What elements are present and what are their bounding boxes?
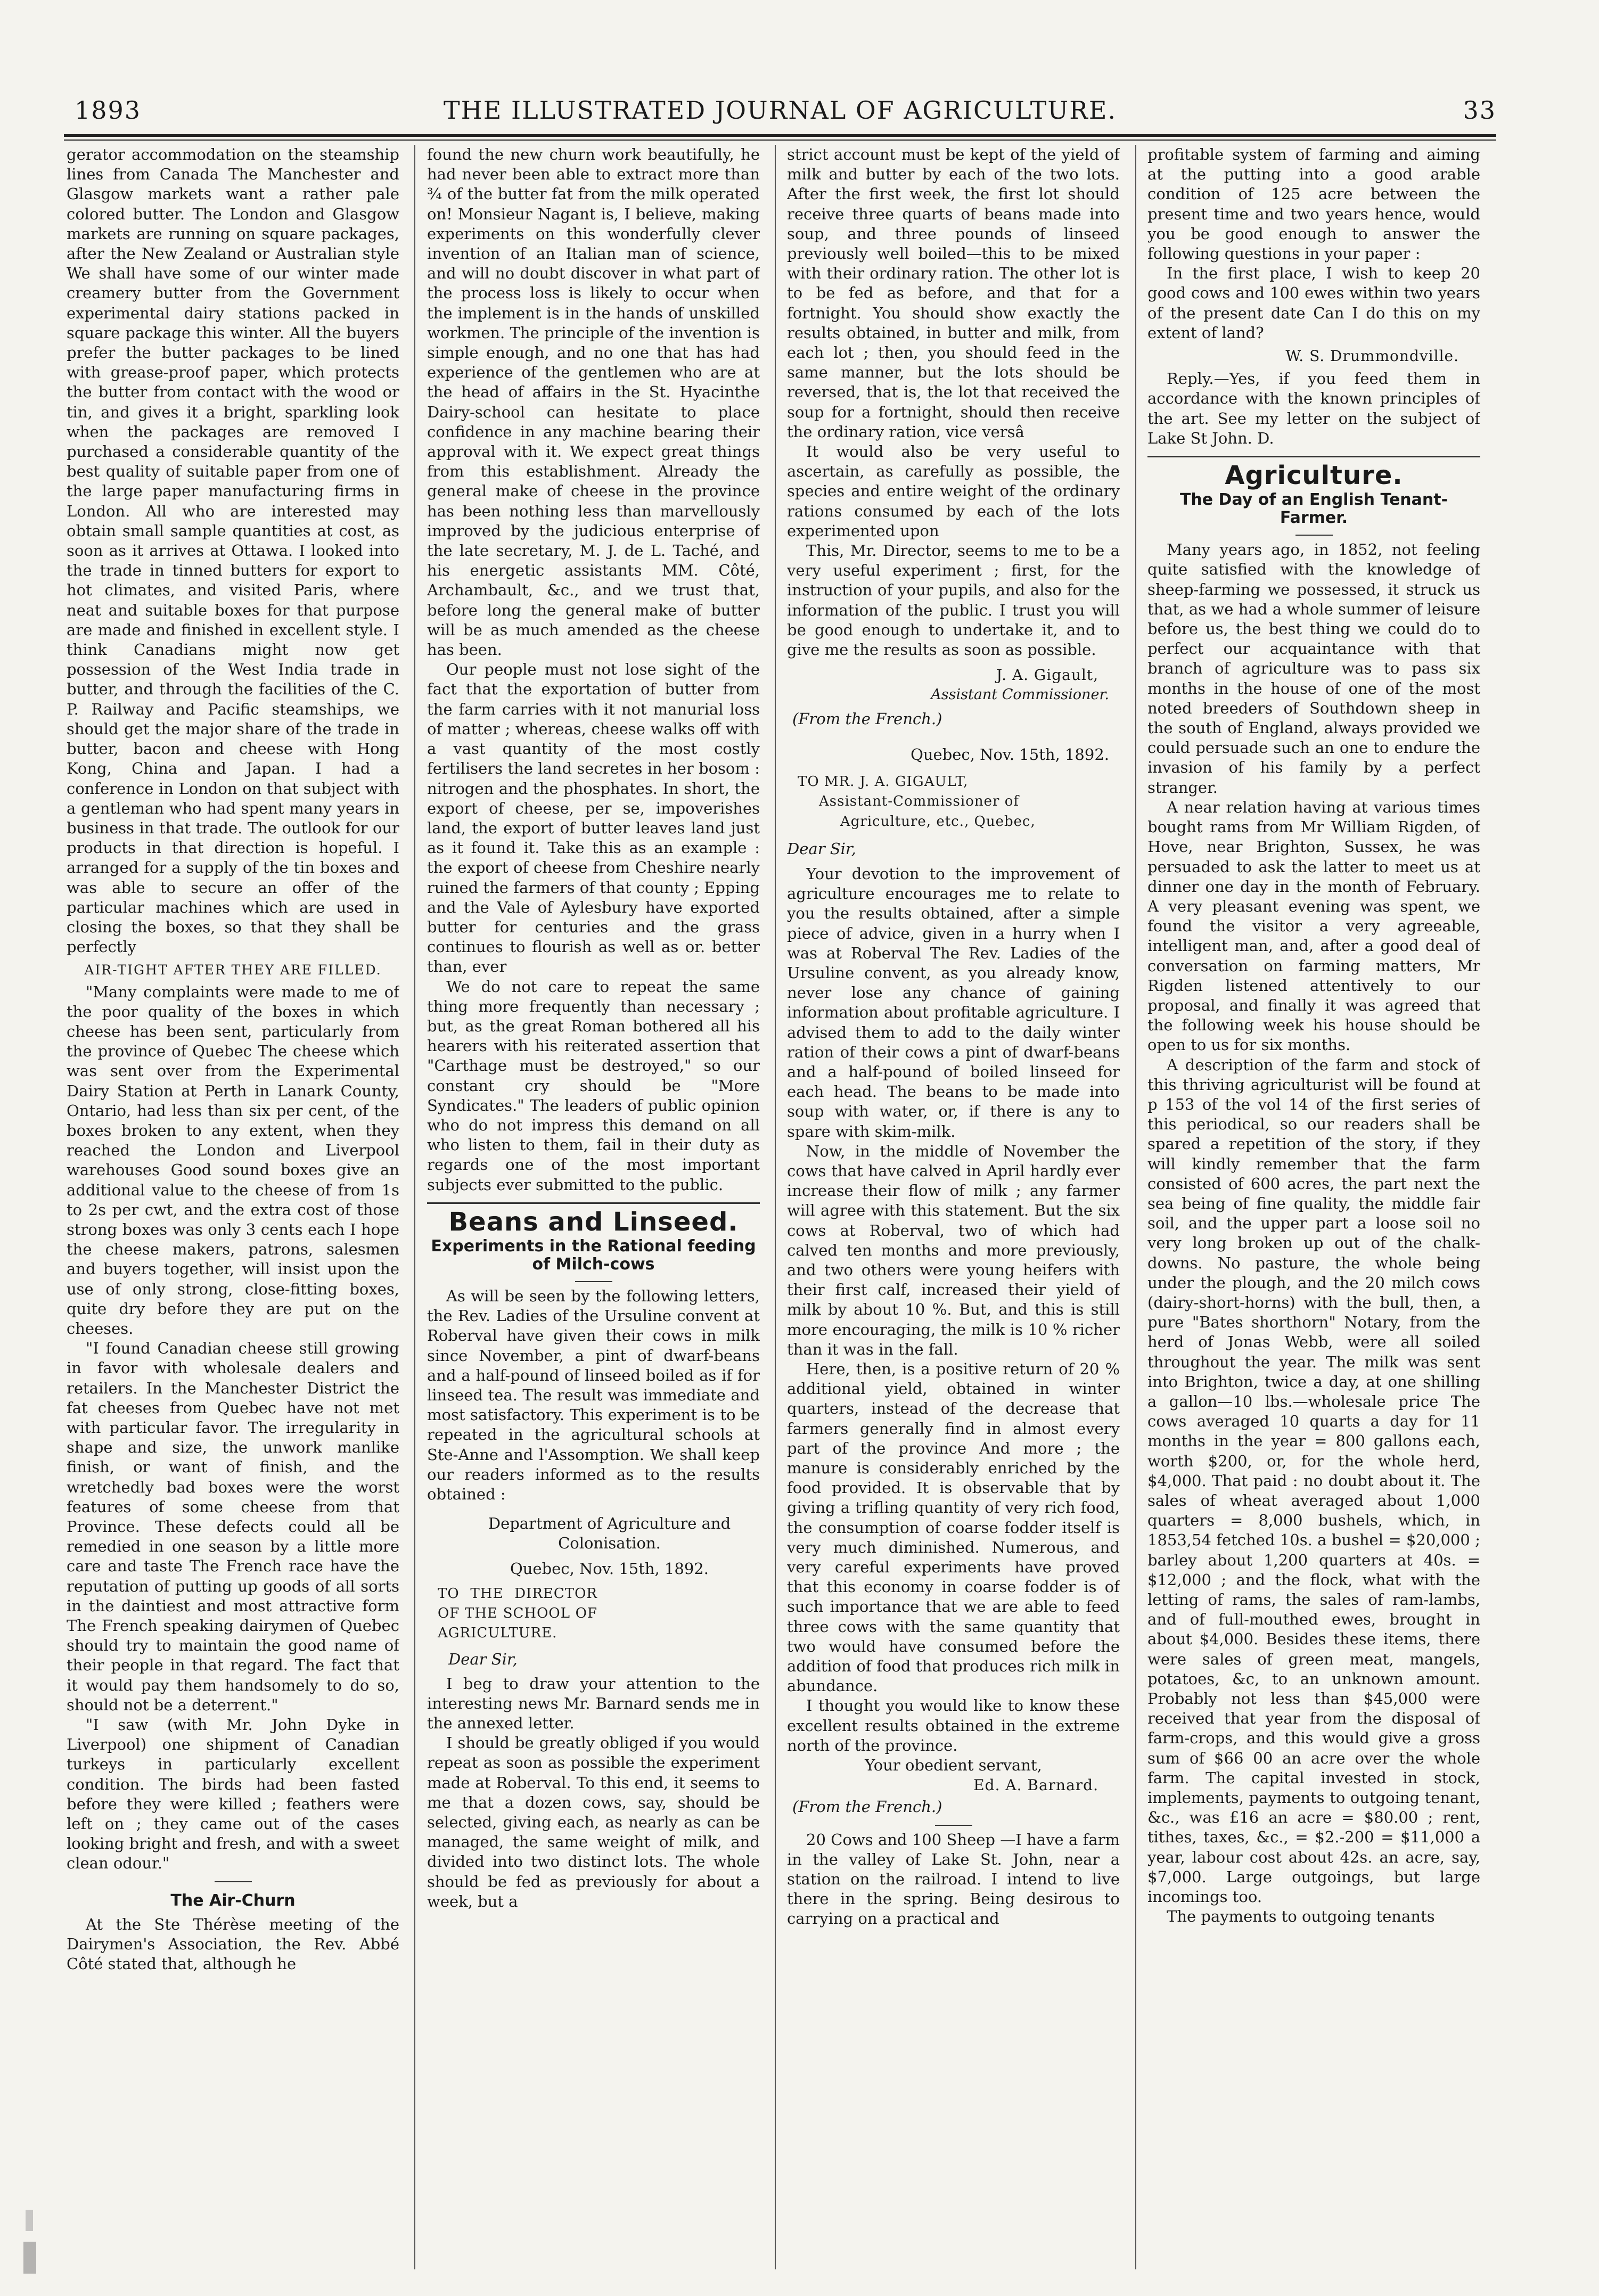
masthead-rule (64, 134, 1496, 137)
paragraph: In the first place, I wish to keep 20 good cows and 100 ewes within two years of the present date Can I do this on my extent of land? (1147, 264, 1480, 342)
paragraph: I thought you would like to know these excellent results obtained in the extreme north of the province. (787, 1696, 1120, 1754)
paragraph: strict account must be kept of the yield of milk and butter by each of the two lots. After the first week, the first lot should receive three quarts of beans made into soup, and three pounds of linseed previously well boiled—this to be mixed with their ordinary ration. The other lot is to be fed as before, and that for a fortnight. You should show exactly the results obtained, in butter and milk, from each lot ; then, you should feed in the same manner, but the lots should be reversed, that is, the lot that received the soup for a fortnight, should then receive the ordinary ration, vice versâ (787, 145, 1120, 441)
paragraph: found the new churn work beautifully, he had never been able to extract more than ¾ of the butter fat from the milk operated on! Monsieur Nagant is, I believe, making experiments on this wonderfully clever invention of an Italian man of science, and will no doubt discover in what part of the process loss is likely to occur when the implement is in the hands of unskilled workmen. The principle of the invention is simple enough, and no one that has had experience of the gentlemen who are at the head of affairs in the St. Hyacinthe Dairy-school can hesitate to place confidence in any machine bearing their approval with it. We expect great things from this establishment. Already the general make of cheese in the province has been nothing less than marvellously improved by the judicious enterprise of the late secretary, M. J. de L. Taché, and his energetic assistants MM. Côté, Archambault, &c., and we trust that, before long the general make of butter will be as much amended as the cheese has been. (427, 145, 760, 659)
letter-date: Quebec, Nov. 15th, 1892. (510, 1559, 709, 1578)
article-subheading: The Day of an English Tenant-Farmer. (1179, 490, 1448, 528)
letter-signature: Ed. A. Barnard. (973, 1776, 1098, 1794)
letter-heading: Department of Agriculture and Colonisation. (488, 1514, 731, 1553)
divider (1295, 535, 1333, 536)
letter-address: TO MR. J. A. GIGAULT, (798, 774, 969, 790)
source-note: (From the French.) (792, 1798, 942, 1816)
column-divider (775, 145, 776, 2269)
page-number: 33 (1463, 96, 1496, 125)
divider (1147, 456, 1480, 457)
masthead-title: THE ILLUSTRATED JOURNAL OF AGRICULTURE. (443, 96, 1117, 125)
paragraph: "I found Canadian cheese still growing in favor with wholesale dealers and retailers. In the Manchester District the fat cheeses from Quebec have not met with particular favor. The irregularity in shape and size, the unwork manlike finish, or want of finish, and the wretchedly bad boxes were the worst features of some cheese from that Province. These defects could all be remedied in one season by a little more care and taste The French race have the reputation of putting up goods of all sorts in the daintiest and most attractive form The French speaking dairymen of Quebec should try to maintain the good name of their people in that regard. The fact that it would pay them handsomely to do so, should not be a deterrent." (67, 1339, 399, 1714)
article-heading: Beans and Linseed. (448, 1207, 739, 1237)
paragraph: We do not care to repeat the same thing more frequently than necessary ; but, as the great Roman bothered all his hearers with his reiterated assertion that "Carthage must be destroyed," so our constant cry should be "More Syndicates." The leaders of public opinion who do not impress this demand on all who listen to them, fail in their duty as regards one of the most important subjects ever submitted to the public. (427, 977, 760, 1194)
paragraph: As will be seen by the following letters, the Rev. Ladies of the Ursuline convent at Roberval have given their cows in milk since November, a pint of dwarf-beans and a half-pound of linseed boiled as if for linseed tea. The result was immediate and most satisfactory. This experiment is to be repeated in the agricultural schools at Ste-Anne and l'Assomption. We shall keep our readers informed as to the results obtained : (427, 1286, 760, 1503)
letter-signature: W. S. Drummondville. (1285, 347, 1459, 365)
paragraph: It would also be very useful to ascertain, as carefully as possible, the species and entire weight of the ordinary rations consumed by each of the lots experimented upon (787, 442, 1120, 540)
paragraph: This, Mr. Director, seems to me to be a very useful experiment ; first, for the instruction of your pupils, and also for the information of the public. I trust you will be good enough to undertake it, and to give me the results as soon as possible. (787, 542, 1120, 659)
letter-closing: Your obedient servant, (865, 1756, 1042, 1775)
paragraph: I beg to draw your attention to the interesting news Mr. Barnard sends me in the annexed letter. (427, 1674, 760, 1733)
letter-signature: J. A. Gigault, (996, 666, 1098, 684)
paragraph: The payments to outgoing tenants (1167, 1907, 1435, 1926)
column-1 (67, 145, 399, 2269)
paragraph: A description of the farm and stock of this thriving agriculturist will be found at p 153 of the vol 14 of the first series of this periodical, so our readers shall be spared a repetition of the story, if they will kindly remember that the farm consisted of 600 acres, the part next the sea being of fine quality, the middle fair soil, and the upper part a loose soil no very long broken up out of the chalk-downs. No pasture, the whole being under the plough, and the 20 milch cows (dairy-short-horns) with the bull, then, a pure "Bates shorthorn" Notary, from the herd of Jonas Webb, were all soiled throughout the year. The milk was sent into Brighton, twice a day, at one shilling a gallon—10 lbs.—wholesale price The cows averaged 10 quarts a day for 11 months in the year = 800 gallons each, worth $200, or, for the whole herd, $4,000. That paid : no doubt about it. The sales of wheat averaged about 1,000 quarters = 8,000 bushels, which, in 1853,54 fetched 10s. a bushel = $20,000 ; barley about 1,200 quarters at 40s. = $12,000 ; and the flock, what with the letting of rams, the sales of ram-lambs, and of full-mouthed ewes, brought in about $4,000. Besides these items, there were sales of green meat, mangels, potatoes, &c, to an unknown amount. Probably not less than $45,000 were received that year from the disposal of farm-crops, and this would give a gross sum of $66 00 an acre over the whole farm. The capital invested in stock, implements, payments to outgoing tenant, &c., was £16 an acre = $80.00 ; rent, tithes, taxes, &c., = $2.-200 = $11,000 a year, labour cost about 42s. an acre, say, $7,000. Large outgoings, but large incomings too. (1147, 1055, 1480, 1906)
letter-address: Agriculture, etc., Quebec, (840, 813, 1036, 830)
section-heading: Agriculture. (1225, 461, 1403, 491)
signature-title: Assistant Commissioner. (931, 686, 1109, 703)
column-divider (414, 145, 415, 2269)
paragraph: 20 Cows and 100 Sheep —I have a farm in the valley of Lake St. John, near a station on the railroad. I intend to live there in the spring. Being desirous to carrying on a practical and (787, 1830, 1120, 1928)
library-stamp-icon (19, 2125, 40, 2284)
paragraph: At the Ste Thérèse meeting of the Dairymen's Association, the Rev. Abbé Côté stated that, although he (67, 1915, 399, 1973)
source-note: (From the French.) (792, 709, 942, 728)
paragraph: profitable system of farming and aiming at the putting into a good arable condition of 125 acre between the present time and two years hence, would you be good enough to answer the following questions in your paper : (1147, 145, 1480, 263)
column-3 (787, 145, 1120, 2269)
letter-address: TO THE DIRECTOR OF THE SCHOOL OF AGRICULTURE. (438, 1585, 597, 1642)
paragraph: A near relation having at various times bought rams from Mr William Rigden, of Hove, near Brighton, Sussex, he was persuaded to ask the latter to meet us at dinner one day in the month of February. A very pleasant evening was spent, we found the visitor a very agreeable, intelligent man, and, after a good deal of conversation on farming matters, Mr Rigden listened attentively to our proposal, and finally it was agreed that the following week his house should be open to us for six months. (1147, 798, 1480, 1054)
column-2 (427, 145, 760, 2269)
masthead-year: 1893 (75, 96, 142, 125)
divider (935, 1825, 972, 1826)
paragraph: Reply.—Yes, if you feed them in accordance with the known principles of the art. See my letter on the subject of Lake St John. D. (1147, 370, 1480, 447)
section-subheading: AIR-TIGHT AFTER THEY ARE FILLED. (84, 962, 382, 978)
paragraph: I should be greatly obliged if you would repeat as soon as possible the experiment made at Roberval. To this end, it seems to me that a dozen cows, say, should be selected, giving each, as nearly as can be managed, the same weight of milk, and divided into two distinct lots. The whole should be fed as previously for about a week, but a (427, 1734, 760, 1910)
paragraph: Here, then, is a positive return of 20 % additional yield, obtained in winter quarters, instead of the decrease that farmers generally find in almost every part of the province And more ; the manure is considerably enriched by the food provided. It is observable that by giving a trifling quantity of very rich food, the consumption of coarse fodder itself is very much diminished. Numerous, and very careful experiments have proved that this economy in coarse fodder is of such importance that we are able to feed three cows with the same quantity that two would have consumed before the addition of food that produces rich milk in abundance. (787, 1359, 1120, 1695)
article-heading: The Air-Churn (170, 1891, 296, 1910)
paragraph: "Many complaints were made to me of the poor quality of the boxes in which cheese has been sent, particularly from the province of Quebec The cheese which was sent over from the Experimental Dairy Station at Perth in Lanark County, Ontario, had less than six per cent, of the boxes broken to any extent, when they reached the London and Liverpool warehouses Good sound boxes give an additional value to the cheese of from 1s to 2s per cwt, and the extra cost of those strong boxes was only 3 cents each I hope the cheese makers, patrons, salesmen and buyers together, will insist upon the use of only strong, close-fitting boxes, quite dry before they are put on the cheeses. (67, 982, 399, 1338)
paragraph: Our people must not lose sight of the fact that the exportation of butter from the farm carries with it not manurial loss of matter ; whereas, cheese walks off with a vast quantity of the most costly fertilisers the land secretes in her bosom : nitrogen and the phosphates. In short, the export of cheese, per se, impoverishes land, the export of butter leaves land just as it found it. Take this as an example : the export of cheese from Cheshire nearly ruined the farmers of that county ; Epping and the Vale of Aylesbury have exported butter for centuries and the grass continues to flourish as well as or. better than, ever (427, 660, 760, 976)
article-subheading: Experiments in the Rational feeding of Milch-cows (431, 1236, 756, 1274)
masthead (64, 96, 1496, 133)
paragraph: Many years ago, in 1852, not feeling quite satisfied with the knowledge of sheep-farming we possessed, it struck us that, as we had a whole summer of leisure before us, the best thing we could do to perfect our acquaintance with that branch of agriculture was to pass six months in the house of one of the most noted breeders of Southdown sheep in the south of England, always provided we could persuade such an one to endure the invasion of his family by a perfect stranger. (1147, 540, 1480, 797)
paragraph: gerator accommodation on the steamship lines from Canada The Manchester and Glasgow markets want a rather pale colored butter. The London and Glasgow markets are running on square packages, after the New Zealand or Australian style We shall have some of our winter made creamery butter from the Government experimental dairy stations packed in square package this winter. All the buyers prefer the butter packages to be lined with grease-proof paper, which protects the butter from contact with the wood or tin, and gives it a bright, sparkling look when the packages are removed I purchased a considerable quantity of the best quality of suitable paper from one of the large paper manufacturing firms in London. All who are interested may obtain small sample quantities at cost, as soon as it arrives at Ottawa. I looked into the trade in tinned butters for export to hot climates, and visited Paris, where neat and suitable boxes for that purpose are made and finished in excellent style. I think Canadians might now get possession of the West India trade in butter, and through the facilities of the C. P. Railway and Pacific steamships, we should get the major share of the trade in butter, bacon and cheese with Hong Kong, China and Japan. I had a conference in London on that subject with a gentleman who had spent many years in business in that trade. The outlook for our products in that direction is hopeful. I arranged for a supply of the tin boxes and was able to secure an offer of the particular machines which are used in closing the boxes, so that they shall be perfectly (67, 145, 399, 956)
divider (427, 1202, 760, 1204)
letter-date: Quebec, Nov. 15th, 1892. (911, 745, 1109, 764)
masthead-rule-thin (64, 140, 1496, 141)
paragraph: "I saw (with Mr. John Dyke in Liverpool) one shipment of Canadian turkeys in particularly excellent condition. The birds had been fasted before they were killed ; feathers were left on ; they came out of the cases looking bright and fresh, and with a sweet clean odour." (67, 1716, 399, 1873)
letter-salutation: Dear Sir, (448, 1650, 518, 1669)
column-divider (1135, 145, 1136, 2269)
paragraph: Now, in the middle of November the cows that have calved in April hardly ever increase their flow of milk ; any farmer will agree with this statement. But the six cows at Roberval, two of which had calved ten months and more previously, and two others were young heifers with their first calf, increased their yield of milk by about 10 %. But, and this is still more encouraging, the milk is 10 % richer than it was in the fall. (787, 1142, 1120, 1358)
divider (575, 1281, 612, 1282)
paragraph: Your devotion to the improvement of agriculture encourages me to relate to you the results obtained, after a simple piece of advice, given in a hurry when I was at Roberval The Rev. Ladies of the Ursuline convent, as you already know, never lose any chance of gaining information about profitable agriculture. I advised them to add to the daily winter ration of their cows a pint of dwarf-beans and a half-pound of boiled linseed for each head. The beans to be made into soup with water, or, if there is any to spare with skim-milk. (787, 864, 1120, 1141)
divider (215, 1881, 252, 1882)
column-4 (1147, 145, 1480, 2269)
letter-salutation: Dear Sir, (787, 839, 856, 858)
letter-address: Assistant-Commissioner of (819, 793, 1019, 810)
